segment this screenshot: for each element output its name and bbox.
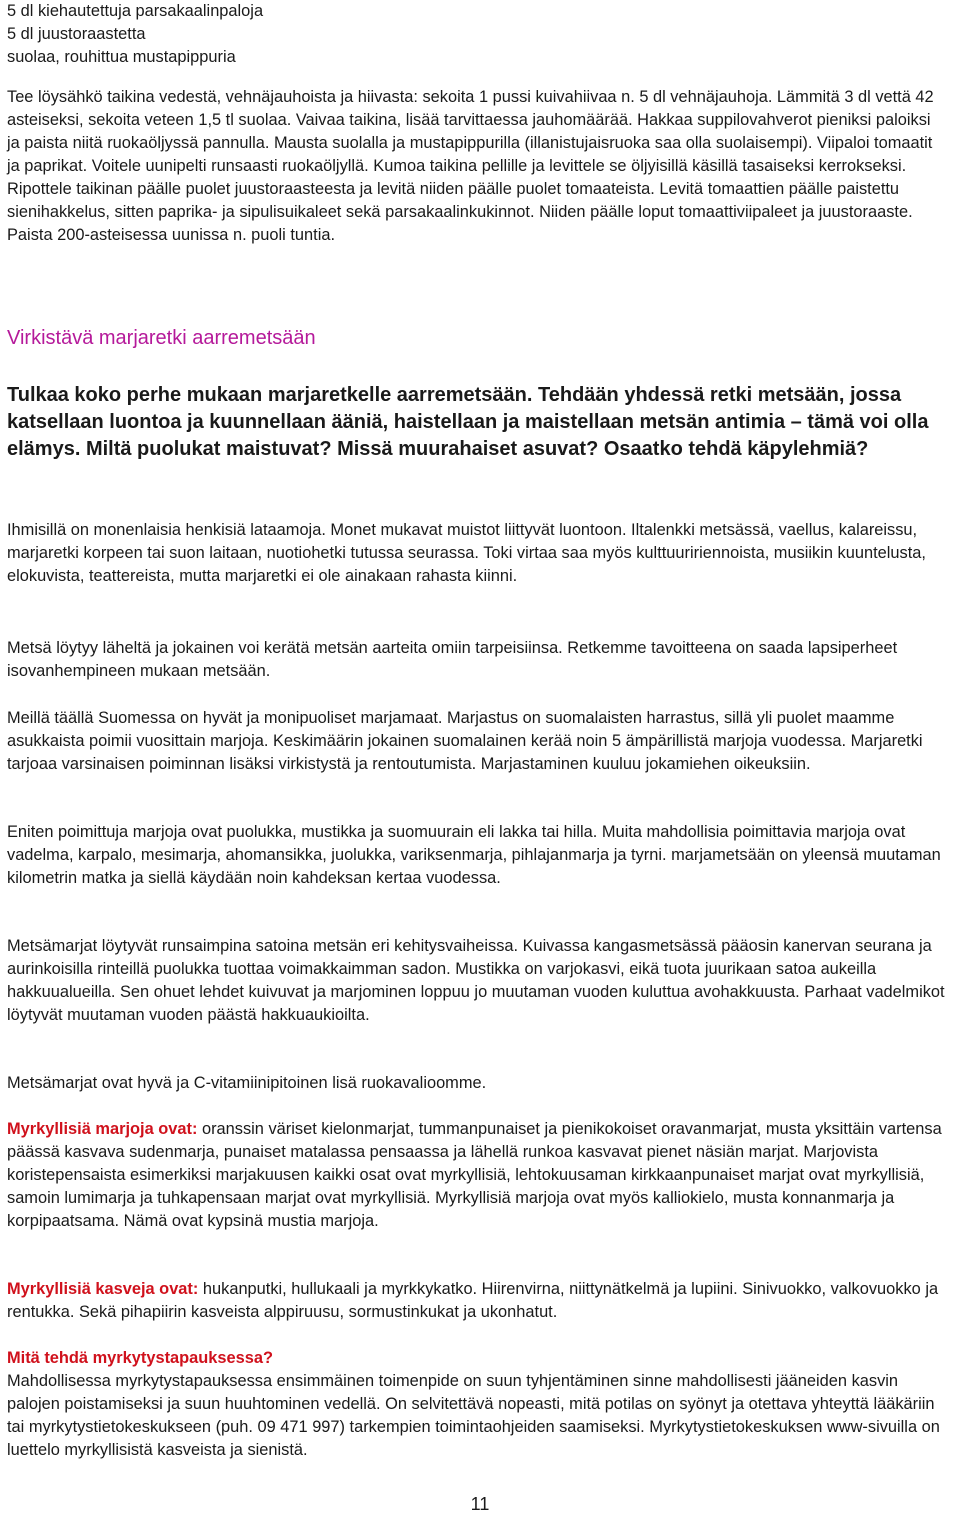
lead-paragraph: Tulkaa koko perhe mukaan marjaretkelle aarremetsään. Tehdään yhdessä retki metsään, jossa katsellaan luontoa ja kuunnellaan ääniä, haistellaan ja maistellaan metsän antimia – tämä voi olla elämys. Miltä puolukat maistuvat? Missä muurahaiset asuvat? Osaatko tehdä käpylehmiä? [7, 384, 929, 460]
section-title: Virkistävä marjaretki aarremetsään [7, 327, 316, 349]
page-number: 11 [470, 1494, 490, 1514]
paragraph-5: Metsämarjat löytyvät runsaimpina satoina metsän eri kehitysvaiheissa. Kuivassa kangasmetsässä pääosin kanervan seurana ja aurinkoisilla rinteillä puolukka tuottaa voimakkaimman sadon. Mustikka on varjokasvi, eikä tuota juurikaan satoa aukeilla hakkuualueilla. Sen ohuet lehdet kuivuvat ja marjominen loppuu jo muutaman vuoden kuluttua avohakkuusta. Parhaat vadelmikot löytyvät muutaman vuoden päästä hakkuaukioilta. [7, 937, 945, 1024]
poison-berries-label: Myrkyllisiä marjoja ovat: [7, 1120, 198, 1138]
recipe-instructions: Tee löysähkö taikina vedestä, vehnäjauhoista ja hiivasta: sekoita 1 pussi kuivahiivaa n. 5 dl vehnäjauhoja. Lämmitä 3 dl vettä 42 asteiseksi, sekoita veteen 1,5 tl suolaa. Vaivaa taikina, lisää tarvittaessa jauhomäärää. Hakkaa suppilovahverot pieniksi paloiksi ja paista niitä ruokaöljyssä pannulla. Mausta suolalla ja mustapippurilla (illanistujaisruoka saa olla suolaisempi). Viipaloi tomaatit ja paprikat. Voitele uunipelti runsaasti ruokaöljyllä. Kumoa taikina pellille ja levittele se öljyisillä käsillä tasaiseksi kerrokseksi. Ripottele taikinan päälle puolet juustoraasteesta ja levitä niiden päälle puolet tomaateista. Levitä tomaattien päälle paistettu sienihakkelus, sitten paprika- ja sipulisuikaleet sekä parsakaalinkukinnot. Niiden päälle loput tomaattiviipaleet ja juustoraaste. Paista 200-asteisessa uunissa n. puoli tuntia. [7, 88, 934, 244]
ingredient-1: 5 dl kiehautettuja parsakaalinpaloja [7, 2, 264, 20]
poison-berries-text: oranssin väriset kielonmarjat, tummanpunaiset ja pienikokoiset oravanmarjat, musta yksittäin vartensa päässä kasvava sudenmarja, punaiset matalassa pensaassa ja lähellä runkoa kasvavat pienet näsiän marjat. Marjovista koristepensaista esimerkiksi marjakuusen kaikki osat ovat myrkyllisiä, lehtokuusaman kirkkaanpunaiset marjat ovat myrkyllisiä, samoin lumimarja ja tuhkapensaan marjat ovat myrkyllisiä. Myrkyllisiä marjoja ovat myös kalliokielo, musta konnanmarja ja korpipaatsama. Nämä ovat kypsinä mustia marjoja. [7, 1120, 942, 1230]
paragraph-1: Ihmisillä on monenlaisia henkisiä lataamoja. Monet mukavat muistot liittyvät luontoon. Iltalenkki metsässä, vaellus, kalareissu, marjaretki korpeen tai suon laitaan, nuotiohetki tutussa seurassa. Toki virtaa saa myös kulttuuririennoista, musiikin kuuntelusta, elokuvista, teattereista, mutta marjaretki ei ole ainakaan rahasta kiinni. [7, 521, 926, 585]
poison-plants-text: hukanputki, hullukaali ja myrkkykatko. Hiirenvirna, niittynätkelmä ja lupiini. Sinivuokko, valkovuokko ja rentukka. Sekä pihapiirin kasveista alppiruusu, sormustinkukat ja ukonhatut. [7, 1280, 939, 1321]
ingredients-list [7, 0, 263, 69]
poisoning-heading: Mitä tehdä myrkytystapauksessa? [7, 1349, 274, 1367]
poisoning-section [7, 1347, 952, 1462]
poison-plants-paragraph [7, 1278, 952, 1324]
poison-plants-label: Myrkyllisiä kasveja ovat: [7, 1280, 199, 1298]
poisoning-text: Mahdollisessa myrkytystapauksessa ensimmäinen toimenpide on suun tyhjentäminen sinne mahdollisesti jääneiden kasvin palojen poistamiseksi ja suun huuhtominen vedellä. On selvitettävä nopeasti, mitä potilas on syönyt ja otettava yhteyttä lääkäriin tai myrkytystietokeskukseen (puh. 09 471 997) tarkempien toimintaohjeiden saamiseksi. Myrkytystietokeskuksen www-sivuilla on luettelo myrkyllisistä kasveista ja sienistä. [7, 1372, 940, 1459]
ingredient-2: 5 dl juustoraastetta [7, 25, 146, 43]
poison-berries-paragraph [7, 1118, 952, 1233]
paragraph-3: Meillä täällä Suomessa on hyvät ja monipuoliset marjamaat. Marjastus on suomalaisten harrastus, sillä yli puolet maamme asukkaista poimii vuosittain marjoja. Keskimäärin jokainen suomalainen kerää noin 5 ämpärillistä marjoja vuodessa. Marjaretki tarjoaa varsinaisen poiminnan lisäksi virkistystä ja rentoutumista. Marjastaminen kuuluu jokamiehen oikeuksiin. [7, 709, 923, 773]
ingredient-3: suolaa, rouhittua mustapippuria [7, 48, 236, 66]
paragraph-4: Eniten poimittuja marjoja ovat puolukka, mustikka ja suomuurain eli lakka tai hilla. Muita mahdollisia poimittavia marjoja ovat vadelma, karpalo, mesimarja, ahomansikka, juolukka, variksenmarja, pihlajanmarja ja tyrni. marjametsään on yleensä muutaman kilometrin matka ja siellä käydään noin kahdeksan kertaa vuodessa. [7, 823, 941, 887]
paragraph-2: Metsä löytyy läheltä ja jokainen voi kerätä metsän aarteita omiin tarpeisiinsa. Retkemme tavoitteena on saada lapsiperheet isovanhempineen mukaan metsään. [7, 639, 898, 680]
paragraph-6: Metsämarjat ovat hyvä ja C-vitamiinipitoinen lisä ruokavalioomme. [7, 1074, 487, 1092]
